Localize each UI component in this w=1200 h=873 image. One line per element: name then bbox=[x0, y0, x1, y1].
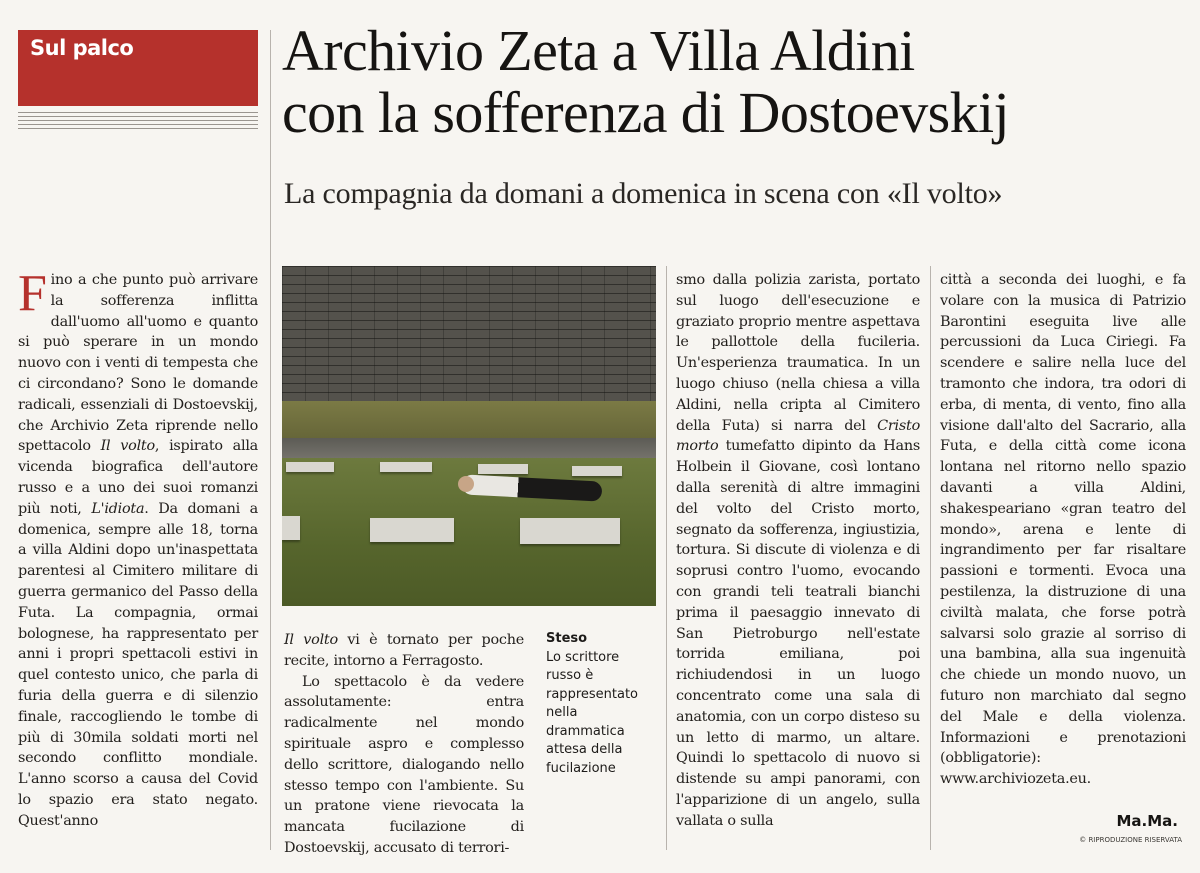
article-subheadline: La compagnia da domani a domenica in scena con «Il volto» bbox=[284, 177, 1003, 210]
grave-slab bbox=[380, 462, 432, 472]
figure-head bbox=[458, 476, 474, 492]
headline-line-1: Archivio Zeta a Villa Aldini bbox=[282, 18, 915, 83]
paragraph bbox=[676, 270, 920, 832]
text-run: ino a che punto può arrivare la sofferenza inflitta dall'uomo all'uomo e quanto si può sperare in un mondo nuovo con i venti di tempesta che ci circondano? Sono le domande radicali, essenziali di Dostoevskij, che Archivio Zeta riprende nello spettacolo bbox=[18, 272, 258, 455]
text-run: tumefatto dipinto da Hans Holbein il Giovane, così lontano dalla serenità di altre immagini del volto del Cristo morto, segnato da sofferenza, ingiustizia, tortura. Si discute di violenza e di soprusi contro l'uomo, evocando con grandi teli teatrali bianchi prima il paesaggio innevato di San Pietroburgo nell'estate torrida emiliana, poi richiudendosi in un luogo concentrato come una sala di anatomia, con un corpo disteso su un letto di marmo, un altare. Quindi lo spettacolo di nuovo si distende su ampi panorami, con l'apparizione di un angelo, sulla vallata o sulla bbox=[676, 438, 920, 829]
column-divider bbox=[270, 30, 271, 850]
kicker-label: Sul palco bbox=[30, 36, 134, 60]
paragraph: Lo spettacolo è da vedere assolutamente: entra radicalmente nel mondo spirituale aspro e complesso dello scrittore, dialogando nello stesso tempo con l'ambiente. Su un pratone viene rievocata la mancata fucilazione di Dostoevskij, accusato di terrori- bbox=[284, 673, 524, 856]
section-kicker bbox=[18, 30, 258, 106]
italic-title: Cristo morto bbox=[676, 417, 920, 455]
stone-curb bbox=[282, 438, 656, 458]
paragraph: città a seconda dei luoghi, e fa volare con la musica di Patrizio Barontini eseguita live alle percussioni da Luca Ciriegi. Fa scendere e salire nella luce del tramonto che indora, tra odori di erba, di menta, di vento, fino alla visione dall'alto del Sacrario, alla Futa, e della città come icona lontana nel ritorno nello spazio davanti a villa Aldini, shakespeariano «gran teatro del mondo», arena e lente di ingrandimento per far risaltare passioni e tormenti. Evoca una pestilenza, la distruzione di una civiltà malata, che forse potrà salvarsi solo grazie al sorriso di una bambina, alla sua ingenuità che chiede un mondo nuovo, un futuro non marchiato dal segno del Male e della violenza. Informazioni e prenotazioni (obbligatorie): www.archiviozeta.eu. bbox=[940, 272, 1186, 788]
italic-title: Il volto bbox=[284, 632, 338, 648]
author-signature: Ma.Ma. bbox=[1116, 812, 1178, 830]
text-run: , ispirato alla vicenda biografica dell'autore russo e a uno dei suoi romanzi più noti, bbox=[18, 438, 258, 517]
text-run: vi è tornato per poche recite, intorno a Ferragosto. bbox=[284, 632, 524, 669]
article-column-2 bbox=[284, 630, 524, 859]
stone-wall bbox=[282, 266, 656, 401]
article-photo bbox=[282, 266, 656, 606]
italic-title: Il volto bbox=[100, 438, 155, 455]
caption-title: Steso bbox=[546, 631, 588, 646]
grave-slab bbox=[478, 464, 528, 474]
copyright-notice: © RIPRODUZIONE RISERVATA bbox=[1079, 836, 1182, 844]
article-column-4 bbox=[940, 270, 1186, 790]
grave-slab bbox=[282, 516, 300, 540]
column-divider bbox=[666, 266, 667, 850]
paragraph bbox=[18, 265, 259, 832]
grave-slab bbox=[370, 518, 454, 542]
grave-slab bbox=[520, 518, 620, 544]
text-run: . Da domani a domenica, sempre alle 18, torna a villa Aldini dopo un'inaspettata parentesi al Cimitero militare di guerra germanico del Passo della Futa. La compagnia, ormai bolognese, ha rappresentato per anni i propri spettacoli estivi in quel contesto unico, che parla di furia della guerra e di silenzio finale, raccogliendo le tombe di più di 30mila soldati morti nel secondo conflitto mondiale. L'anno scorso a causa del Covid lo spazio era stato negato. Quest'anno bbox=[18, 500, 259, 829]
grave-slab bbox=[572, 466, 622, 476]
drop-cap: F bbox=[18, 265, 47, 322]
caption-text: Lo scrittore russo è rappresentato nella drammatica attesa della fucilazione bbox=[546, 649, 638, 776]
grave-slab bbox=[286, 462, 334, 472]
paragraph bbox=[284, 630, 524, 672]
column-divider bbox=[930, 266, 931, 850]
photo-caption bbox=[546, 630, 656, 778]
article-headline bbox=[282, 20, 1182, 144]
text-run: smo dalla polizia zarista, portato sul luogo dell'esecuzione e graziato proprio mentre aspettava le pallottole della fucileria. Un'esperienza traumatica. In un luogo chiuso (nella chiesa a villa Aldini, nella cripta al Cimitero della Futa) si narra del bbox=[676, 272, 920, 434]
article-column-1 bbox=[18, 265, 259, 832]
italic-title: L'idiota bbox=[91, 500, 145, 517]
kicker-rule-lines bbox=[18, 112, 258, 132]
headline-line-2: con la sofferenza di Dostoevskij bbox=[282, 80, 1010, 145]
article-column-3 bbox=[676, 270, 920, 832]
